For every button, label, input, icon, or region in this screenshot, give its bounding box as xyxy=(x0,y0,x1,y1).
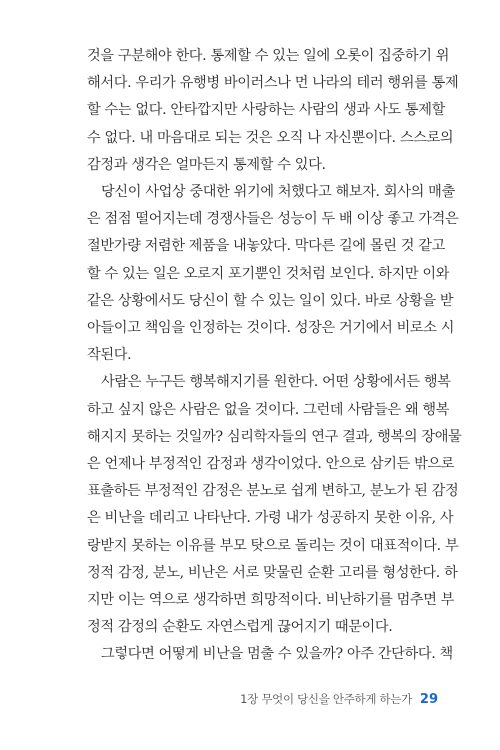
text-line: 감정과 생각은 얼마든지 통제할 수 있다. xyxy=(87,156,326,173)
text-line: 표출하든 부정적인 감정은 분노로 쉽게 변하고, 분노가 된 감정 xyxy=(87,483,459,500)
text-line: 사람은 누구든 행복해지기를 원한다. 어떤 상황에서든 행복 xyxy=(101,374,451,391)
text-line: 은 언제나 부정적인 감정과 생각이었다. 안으로 삼키든 밖으로 xyxy=(87,456,455,472)
text-line: 해지지 못하는 것일까? 심리학자들의 연구 결과, 행복의 장애물 xyxy=(87,428,462,445)
text-line: 하고 싶지 않은 사람은 없을 것이다. 그런데 사람들은 왜 행복 xyxy=(87,401,450,418)
text-line: 은 점점 떨어지는데 경쟁사들은 성능이 두 배 이상 좋고 가격은 xyxy=(87,211,459,228)
text-line: 할 수는 없다. 안타깝지만 사랑하는 사람의 생과 사도 통제할 xyxy=(87,102,445,119)
text-line: 것을 구분해야 한다. 통제할 수 있는 일에 오롯이 집중하기 위 xyxy=(87,48,450,64)
text-line: 할 수 있는 일은 오로지 포기뿐인 것처럼 보인다. 하지만 이와 xyxy=(87,265,450,282)
text-line: 작된다. xyxy=(87,347,132,364)
text-line: 수 없다. 내 마음대로 되는 것은 오직 나 자신뿐이다. 스스로의 xyxy=(87,129,454,146)
running-head: 1장 무엇이 당신을 안주하게 하는가 xyxy=(240,692,412,706)
text-line: 정적 감정, 분노, 비난은 서로 맞물린 순환 고리를 형성한다. 하 xyxy=(87,564,458,581)
text-line: 은 비난을 데리고 나타난다. 가령 내가 성공하지 못한 이유, 사 xyxy=(87,510,454,527)
page-number: 29 xyxy=(419,692,438,707)
text-line: 지만 이는 역으로 생각하면 희망적이다. 비난하기를 멈추면 부 xyxy=(87,592,455,608)
text-line: 절반가량 저렴한 제품을 내놓았다. 막다른 길에 몰린 것 같고 xyxy=(87,238,445,255)
text-line: 당신이 사업상 중대한 위기에 처했다고 해보자. 회사의 매출 xyxy=(101,184,455,200)
text-line: 같은 상황에서도 당신이 할 수 있는 일이 있다. 바로 상황을 받 xyxy=(87,292,454,309)
text-line: 랑받지 못하는 이유를 부모 탓으로 돌리는 것이 대표적이다. 부 xyxy=(87,537,459,554)
page-footer xyxy=(240,691,438,707)
text-line: 아들이고 책임을 인정하는 것이다. 성장은 거기에서 비로소 시 xyxy=(87,320,455,336)
text-line: 정적 감정의 순환도 자연스럽게 끊어지기 때문이다. xyxy=(87,619,393,636)
text-line: 해서다. 우리가 유행병 바이러스나 먼 나라의 테러 행위를 통제 xyxy=(87,75,459,92)
text-line: 그렇다면 어떻게 비난을 멈출 수 있을까? 아주 간단하다. 책 xyxy=(101,646,453,663)
